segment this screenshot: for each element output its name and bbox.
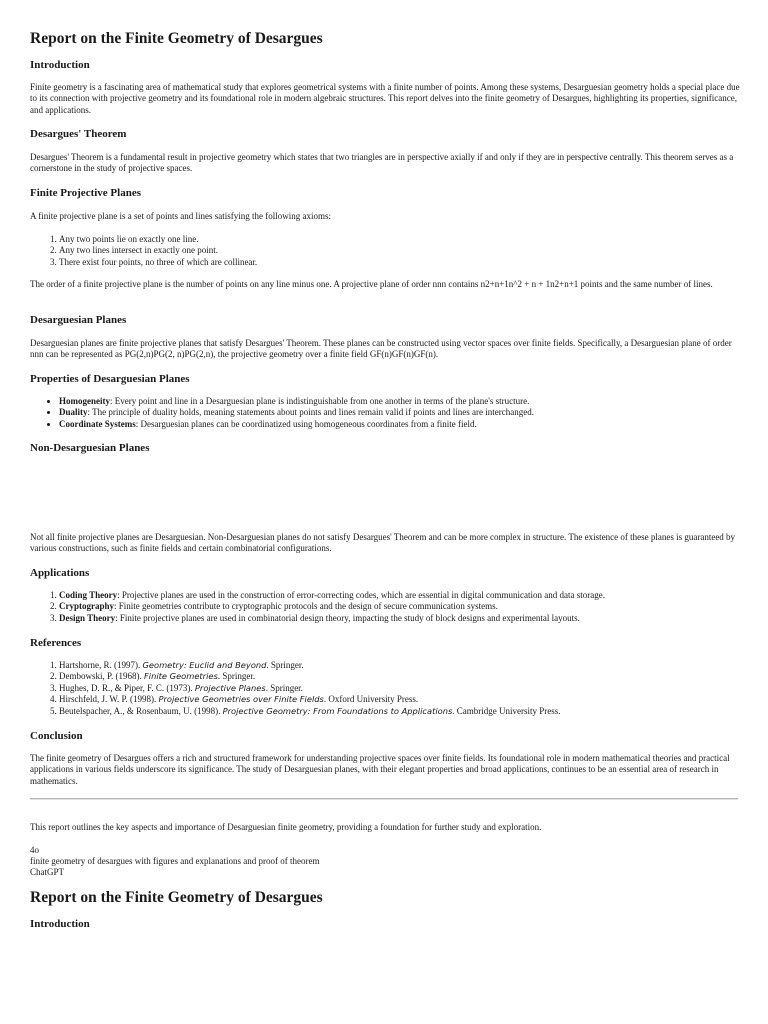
properties-heading: Properties of Desarguesian Planes bbox=[30, 373, 190, 385]
report-title: Report on the Finite Geometry of Desargues bbox=[30, 30, 323, 47]
ref-publisher: . Springer. bbox=[217, 671, 256, 682]
non-desarguesian-paragraph: Not all finite projective planes are Desarguesian. Non-Desarguesian planes do not satisfy Desargues' Theorem and can be more complex in structure. The existence of these planes is guaranteed by various constructions, such as finite fields and certain combinatorial configurations. bbox=[30, 532, 736, 554]
properties-list bbox=[30, 396, 534, 430]
list-item bbox=[59, 613, 605, 624]
list-item bbox=[59, 694, 561, 705]
item-term: Design Theory bbox=[59, 612, 116, 623]
desarguesian-paragraph: Desarguesian planes are finite projective planes that satisfy Desargues' Theorem. These planes can be constructed using vector spaces over finite fields. Specifically, a Desarguesian plane of order nnn can be represented as PG(2,n)PG(2, n)PG(2,n), the projective geometry over a finite field GF(n)GF(n)GF(n). bbox=[30, 338, 732, 360]
list-item bbox=[59, 671, 561, 682]
item-desc: : Finite projective planes are used in combinatorial design theory, impacting the study of block designs and experimental layouts. bbox=[115, 612, 580, 623]
ref-title: Projective Geometry: From Foundations to Applications bbox=[222, 705, 453, 716]
ref-title: Projective Geometries over Finite Fields bbox=[158, 694, 324, 705]
list-item: 1. Any two points lie on exactly one line. bbox=[59, 234, 257, 245]
assistant-label: ChatGPT bbox=[30, 867, 65, 877]
applications-list bbox=[30, 590, 605, 624]
intro-heading-repeat: Introduction bbox=[30, 918, 90, 930]
item-desc: : Desarguesian planes can be coordinatized using homogeneous coordinates from a finite field. bbox=[135, 418, 477, 429]
axioms-list bbox=[30, 234, 257, 268]
references-heading: References bbox=[30, 637, 82, 649]
conclusion-paragraph: The finite geometry of Desargues offers a rich and structured framework for understanding projective spaces over finite fields. Its foundational role in modern mathematical theories and practical applications in various fields underscore its significance. The study of Desarguesian planes, with their elegant properties and broad applications, continues to be an essential area of research in mathematics. bbox=[30, 753, 730, 786]
intro-heading: Introduction bbox=[30, 59, 90, 71]
order-paragraph: The order of a finite projective plane is the number of points on any line minus one. A projective plane of order nnn contains n2+n+1n^2 + n + 1n2+n+1 points and the same number of lines. bbox=[30, 279, 713, 289]
fpp-paragraph: A finite projective plane is a set of points and lines satisfying the following axioms: bbox=[30, 211, 331, 221]
report-title-repeat: Report on the Finite Geometry of Desargues bbox=[30, 889, 323, 906]
theorem-heading: Desargues' Theorem bbox=[30, 128, 127, 140]
conclusion-heading: Conclusion bbox=[30, 730, 83, 742]
item-desc: : Projective planes are used in the construction of error-correcting codes, which are essential in digital communication and data storage. bbox=[117, 590, 606, 600]
model-label: 4o bbox=[30, 845, 39, 855]
desarguesian-heading: Desarguesian Planes bbox=[30, 314, 127, 326]
divider bbox=[30, 798, 738, 800]
item-term: Homogeneity bbox=[59, 396, 110, 406]
list-item bbox=[59, 660, 561, 671]
applications-heading: Applications bbox=[30, 567, 90, 579]
ref-authors: Beutelspacher, A., & Rosenbaum, U. (1998). bbox=[59, 705, 223, 716]
ref-title: Projective Planes bbox=[194, 682, 266, 693]
non-desarguesian-heading: Non-Desarguesian Planes bbox=[30, 442, 150, 454]
references-list bbox=[30, 660, 561, 717]
item-desc: : Every point and line in a Desarguesian plane is indistinguishable from one another in terms of the plane's structure. bbox=[110, 396, 530, 406]
item-desc: : The principle of duality holds, meaning statements about points and lines remain valid if points and lines are interchanged. bbox=[87, 407, 534, 418]
intro-paragraph: Finite geometry is a fascinating area of mathematical study that explores geometrical systems with a finite number of points. Among these systems, Desarguesian geometry holds a special place due to its connection with projective geometry and its foundational role in modern algebraic structures. This report delves into the finite geometry of Desargues, highlighting its properties, significance, and applications. bbox=[30, 82, 740, 115]
item-term: Cryptography bbox=[59, 601, 115, 612]
footer-note: This report outlines the key aspects and importance of Desarguesian finite geometry, providing a foundation for further study and exploration. bbox=[30, 822, 542, 832]
ref-authors: Hirschfeld, J. W. P. (1998). bbox=[59, 694, 159, 705]
item-term: Coordinate Systems bbox=[59, 418, 136, 429]
list-item bbox=[59, 419, 534, 430]
ref-publisher: . Cambridge University Press. bbox=[452, 705, 561, 716]
list-item bbox=[59, 396, 534, 407]
fpp-heading: Finite Projective Planes bbox=[30, 187, 141, 199]
ref-title: Geometry: Euclid and Beyond bbox=[142, 660, 267, 670]
ref-publisher: . Oxford University Press. bbox=[323, 694, 419, 705]
ref-publisher: . Springer. bbox=[266, 660, 304, 670]
ref-authors: Hughes, D. R., & Piper, F. C. (1973). bbox=[59, 682, 195, 693]
ref-publisher: . Springer. bbox=[265, 682, 303, 693]
list-item bbox=[59, 407, 534, 418]
ref-authors: Hartshorne, R. (1997). bbox=[59, 660, 143, 670]
ref-title: Finite Geometries bbox=[144, 671, 218, 682]
list-item bbox=[59, 590, 605, 601]
item-term: Duality bbox=[59, 407, 88, 418]
list-item bbox=[59, 601, 605, 612]
list-item: 3. There exist four points, no three of which are collinear. bbox=[59, 257, 257, 268]
user-prompt: finite geometry of desargues with figures and explanations and proof of theorem bbox=[30, 856, 320, 866]
theorem-paragraph: Desargues' Theorem is a fundamental result in projective geometry which states that two triangles are in perspective axially if and only if they are in perspective centrally. This theorem serves as a cornerstone in the study of projective spaces. bbox=[30, 152, 734, 174]
ref-authors: Dembowski, P. (1968). bbox=[59, 671, 144, 682]
item-desc: : Finite geometries contribute to cryptographic protocols and the design of secure communication systems. bbox=[114, 601, 498, 612]
list-item bbox=[59, 683, 561, 694]
list-item: 2. Any two lines intersect in exactly one point. bbox=[59, 245, 257, 256]
item-term: Coding Theory bbox=[59, 590, 118, 600]
list-item bbox=[59, 706, 561, 717]
